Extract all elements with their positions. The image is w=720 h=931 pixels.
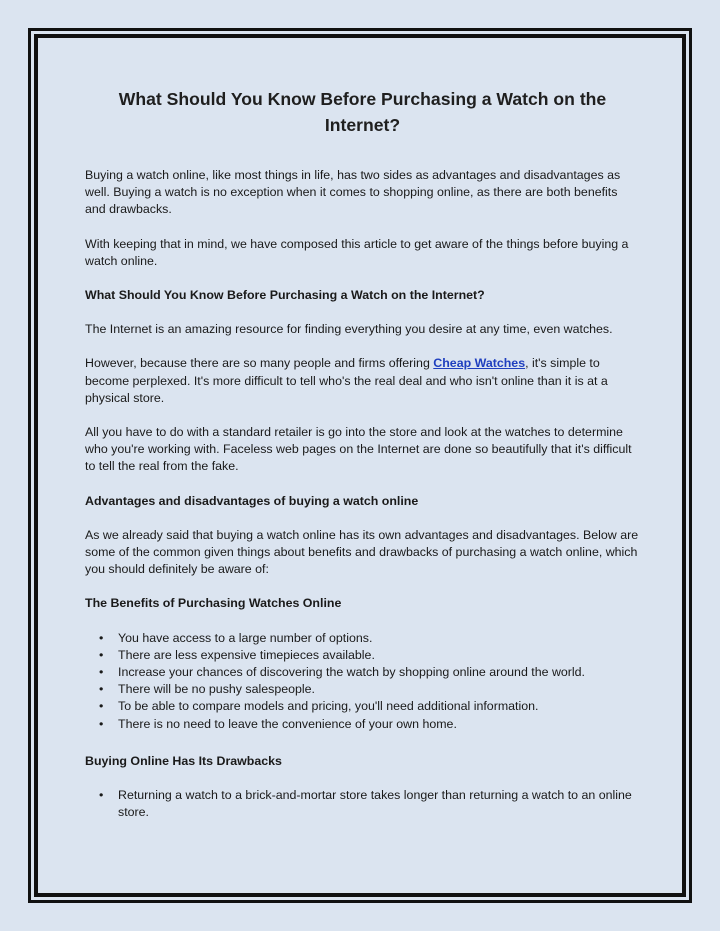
- drawbacks-list: [85, 787, 640, 821]
- bullet-icon: •: [99, 630, 104, 645]
- list-item-text: You have access to a large number of options.: [118, 630, 373, 645]
- bullet-icon: •: [99, 647, 104, 662]
- section-1-paragraph-3: All you have to do with a standard retailer is go into the store and look at the watches to determine who you're working with. Faceless web pages on the Internet are done so beautifully that it's difficult to tell the real from the fake.: [85, 425, 632, 474]
- bullet-icon: •: [99, 699, 104, 714]
- list-item-text: There is no need to leave the convenience of your own home.: [118, 716, 457, 731]
- list-item: [85, 664, 640, 681]
- document-title: What Should You Know Before Purchasing a Watch on the Internet?: [118, 89, 607, 135]
- drawbacks-heading: Buying Online Has Its Drawbacks: [85, 753, 282, 768]
- list-item-text: Increase your chances of discovering the watch by shopping online around the world.: [118, 665, 585, 680]
- list-item: [85, 698, 640, 715]
- section-1-paragraph-2: [85, 355, 640, 407]
- section-2-heading: Advantages and disadvantages of buying a watch online: [85, 493, 419, 508]
- intro-paragraph-1: Buying a watch online, like most things in life, has two sides as advantages and disadvantages as well. Buying a watch is no exception when it comes to shopping online, as there are both benefits and drawbacks.: [85, 168, 621, 217]
- section-1-paragraph-2-end: , it's simple to become perplexed. It's more difficult to tell who's the real deal and who isn't online than it is at a physical store.: [85, 356, 608, 405]
- bullet-icon: •: [99, 716, 104, 731]
- list-item-text: To be able to compare models and pricing, you'll need additional information.: [118, 699, 539, 714]
- list-item: [85, 787, 640, 821]
- intro-paragraph-2: With keeping that in mind, we have composed this article to get aware of the things before buying a watch online.: [85, 236, 629, 268]
- bullet-icon: •: [99, 665, 104, 680]
- cheap-watches-link[interactable]: Cheap Watches: [433, 356, 526, 371]
- list-item-text: Returning a watch to a brick-and-mortar store takes longer than returning a watch to an online store.: [118, 788, 632, 820]
- list-item-text: There are less expensive timepieces available.: [118, 647, 375, 662]
- bullet-icon: •: [99, 788, 104, 803]
- bullet-icon: •: [99, 682, 104, 697]
- section-1-heading: What Should You Know Before Purchasing a Watch on the Internet?: [85, 288, 485, 303]
- list-item-text: There will be no pushy salespeople.: [118, 682, 315, 697]
- section-1-paragraph-1: The Internet is an amazing resource for finding everything you desire at any time, even watches.: [85, 322, 613, 337]
- benefits-list: [85, 630, 640, 733]
- benefits-heading: The Benefits of Purchasing Watches Online: [85, 596, 342, 611]
- list-item: [85, 716, 640, 733]
- list-item: [85, 630, 640, 647]
- list-item: [85, 647, 640, 664]
- document-body: [85, 86, 640, 841]
- list-item: [85, 681, 640, 698]
- section-2-paragraph-1: As we already said that buying a watch online has its own advantages and disadvantages. Below are some of the common given things about benefits and drawbacks of purchasing a watch online, which you should definitely be aware of:: [85, 527, 639, 577]
- section-1-paragraph-2-start: However, because there are so many people and firms offering: [85, 356, 434, 371]
